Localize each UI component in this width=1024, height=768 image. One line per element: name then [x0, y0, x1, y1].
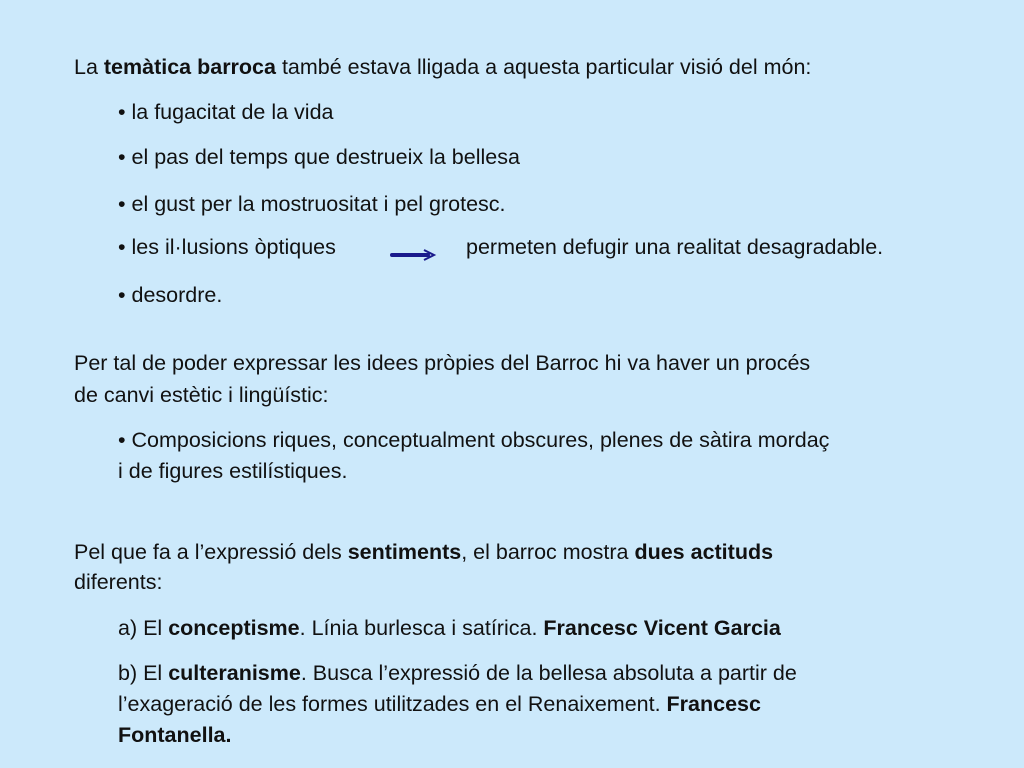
feelings-line-1 — [74, 537, 773, 567]
conceptisme-author: Francesc Vicent Garcia — [543, 616, 781, 640]
culteranisme-line-3 — [118, 720, 231, 750]
culteranisme-bold: culteranisme — [168, 661, 301, 685]
feelings-bold-sentiments: sentiments — [347, 540, 462, 564]
intro-suffix: també estava lligada a aquesta particular visió del món: — [275, 55, 812, 79]
bullet-illusions: • les il·lusions òptiques — [118, 235, 336, 259]
culteranisme-author-2: Fontanella. — [118, 723, 232, 747]
conceptisme-prefix: a) El — [118, 616, 169, 640]
change-line-1: Per tal de poder expressar les idees pròpies del Barroc hi va haver un procés — [74, 351, 811, 375]
change-line-2: de canvi estètic i lingüístic: — [74, 383, 329, 407]
conceptisme-line — [118, 613, 781, 643]
culteranisme-desc-2: l’exageració de les formes utilitzades en el Renaixement. — [118, 692, 667, 716]
feelings-text-1: Pel que fa a l’expressió dels — [74, 540, 348, 564]
feelings-line-2: diferents: — [74, 570, 163, 594]
composicions-line-1: • Composicions riques, conceptualment obscures, plenes de sàtira mordaç — [118, 428, 830, 452]
illusions-consequence: permeten defugir una realitat desagradable. — [466, 235, 884, 259]
bullet-gust: • el gust per la mostruositat i pel grotesc. — [118, 192, 506, 216]
right-arrow-icon — [390, 245, 438, 261]
culteranisme-line-2 — [118, 689, 761, 719]
conceptisme-bold: conceptisme — [168, 616, 300, 640]
culteranisme-prefix: b) El — [118, 661, 169, 685]
intro-line — [74, 52, 811, 82]
bullet-desordre: • desordre. — [118, 283, 223, 307]
bullet-pas-temps: • el pas del temps que destrueix la bellesa — [118, 145, 520, 169]
intro-prefix: La — [74, 55, 104, 79]
culteranisme-author-1: Francesc — [666, 692, 761, 716]
feelings-bold-actituds: dues actituds — [634, 540, 774, 564]
culteranisme-line-1 — [118, 658, 797, 688]
bullet-fugacitat: • la fugacitat de la vida — [118, 100, 334, 124]
feelings-text-2: , el barroc mostra — [461, 540, 635, 564]
culteranisme-desc: . Busca l’expressió de la bellesa absoluta a partir de — [300, 661, 797, 685]
conceptisme-desc: . Línia burlesca i satírica. — [299, 616, 544, 640]
composicions-line-2: i de figures estilístiques. — [118, 459, 348, 483]
intro-bold: temàtica barroca — [103, 55, 276, 79]
